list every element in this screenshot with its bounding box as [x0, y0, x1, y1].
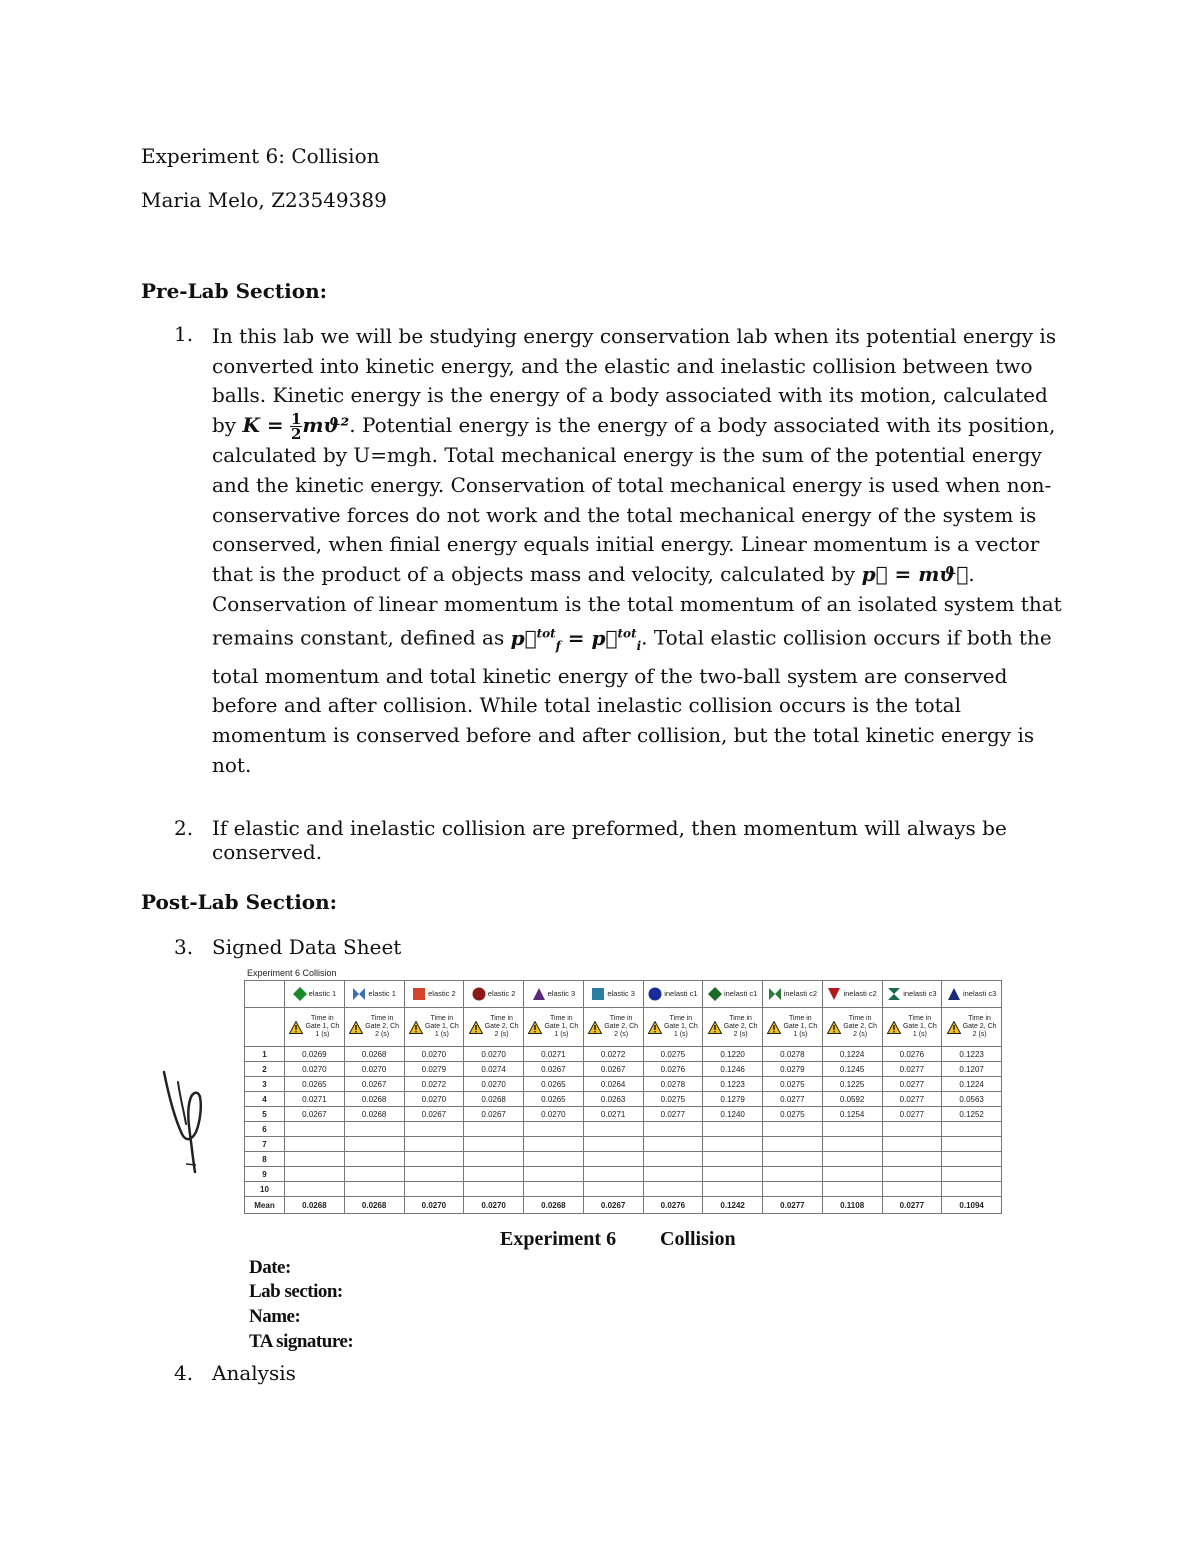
- gate-label: Time in Gate 2, Ch 2 (s): [723, 1015, 758, 1038]
- table-cell: 0.0271: [524, 1047, 584, 1062]
- table-header-row: [245, 981, 1002, 1008]
- table-cell: 0.0267: [404, 1107, 464, 1122]
- mean-cell: 0.0268: [344, 1197, 404, 1214]
- handwritten-signature: [156, 1062, 226, 1177]
- table-cell: [583, 1137, 643, 1152]
- table-cell: 0.0267: [285, 1107, 345, 1122]
- table-cell: 0.0270: [404, 1092, 464, 1107]
- column-label: elastic 2: [428, 989, 456, 998]
- table-cell: [464, 1152, 524, 1167]
- table-cell: 0.0277: [882, 1062, 942, 1077]
- date-label: Date:: [249, 1257, 291, 1278]
- table-cell: 0.0267: [583, 1062, 643, 1077]
- triangle-marker-icon: [532, 987, 546, 1001]
- square-marker-icon: [591, 987, 605, 1001]
- gate-label: Time in Gate 2, Ch 2 (s): [962, 1015, 997, 1038]
- one-half-fraction: $\frac{1}{2}$: [290, 410, 302, 444]
- table-cell: [524, 1167, 584, 1182]
- column-header-cell: [942, 981, 1002, 1008]
- table-cell: [703, 1137, 763, 1152]
- bowtie-marker-icon: [352, 987, 366, 1001]
- table-cell: [344, 1152, 404, 1167]
- table-cell: [404, 1167, 464, 1182]
- list-number: 4.: [174, 1361, 194, 1385]
- triangle-down-marker-icon: [827, 987, 841, 1001]
- list-number: 1.: [174, 322, 194, 346]
- row-number-cell: 4: [245, 1092, 285, 1107]
- table-cell: 0.1223: [942, 1047, 1002, 1062]
- list-item-text: If elastic and inelastic collision are preformed, then momentum will always be conserved.: [212, 816, 1007, 864]
- table-cell: [882, 1167, 942, 1182]
- table-cell: 0.1224: [822, 1047, 882, 1062]
- table-cell: 0.0275: [643, 1047, 703, 1062]
- table-cell: 0.1220: [703, 1047, 763, 1062]
- gate-label: Time in Gate 1, Ch 1 (s): [663, 1015, 698, 1038]
- table-cell: [464, 1167, 524, 1182]
- table-cell: [285, 1167, 345, 1182]
- list-item-text: Signed Data Sheet: [212, 935, 402, 959]
- gate-header-cell: [583, 1008, 643, 1047]
- table-cell: 0.0265: [285, 1077, 345, 1092]
- mean-cell: 0.0277: [882, 1197, 942, 1214]
- gate-header-cell: [882, 1008, 942, 1047]
- table-cell: [583, 1152, 643, 1167]
- table-cell: 0.0276: [643, 1062, 703, 1077]
- table-cell: 0.0268: [344, 1107, 404, 1122]
- table-cell: [464, 1122, 524, 1137]
- table-cell: [344, 1122, 404, 1137]
- column-header-cell: [404, 981, 464, 1008]
- row-number-cell: 10: [245, 1182, 285, 1197]
- warning-icon: [289, 1021, 303, 1034]
- table-cell: [285, 1137, 345, 1152]
- circle-marker-icon: [472, 987, 486, 1001]
- column-header-cell: [703, 981, 763, 1008]
- column-label: inelasti c2: [843, 989, 877, 998]
- table-cell: [703, 1152, 763, 1167]
- data-sheet-title: Experiment 6 Collision: [247, 968, 337, 978]
- gate-header-cell: [464, 1008, 524, 1047]
- row-number-cell: 1: [245, 1047, 285, 1062]
- table-cell: [404, 1137, 464, 1152]
- table-cell: 0.0275: [763, 1107, 823, 1122]
- table-subheader-row: [245, 1008, 1002, 1047]
- list-number: 2.: [174, 816, 194, 840]
- column-header-cell: [524, 981, 584, 1008]
- table-cell: 0.0263: [583, 1092, 643, 1107]
- table-cell: [703, 1182, 763, 1197]
- table-cell: 0.0265: [524, 1077, 584, 1092]
- table-cell: 0.0270: [464, 1077, 524, 1092]
- table-cell: 0.0268: [344, 1047, 404, 1062]
- mean-cell: 0.0267: [583, 1197, 643, 1214]
- gate-header-cell: [404, 1008, 464, 1047]
- sheet-collision-label: Collision: [660, 1228, 736, 1250]
- table-cell: 0.0268: [344, 1092, 404, 1107]
- table-corner-cell: [245, 1008, 285, 1047]
- table-cell: 0.0279: [404, 1062, 464, 1077]
- table-cell: [344, 1182, 404, 1197]
- table-cell: [822, 1122, 882, 1137]
- table-cell: [464, 1137, 524, 1152]
- warning-icon: [708, 1021, 722, 1034]
- column-header-cell: [882, 981, 942, 1008]
- table-row: [245, 1122, 1002, 1137]
- momentum-formula: p⃗ = mϑ⃗: [861, 561, 969, 586]
- gate-header-cell: [344, 1008, 404, 1047]
- table-cell: [763, 1167, 823, 1182]
- warning-icon: [827, 1021, 841, 1034]
- prelab-heading: Pre-Lab Section:: [141, 279, 328, 303]
- table-cell: [763, 1122, 823, 1137]
- table-cell: 0.0270: [344, 1062, 404, 1077]
- list-item-text: In this lab we will be studying energy conservation lab when its potential energy is converted into kinetic energy, and the elastic and inelastic collision between two balls. Kinetic energy is the energy of a body associated with its motion, calculated by K = $\frac{1}{2}$ mϑ². Potential energy is the energy of a body associated with its position, calculated by U=mgh. Total mechanical energy is the sum of the potential energy and the kinetic energy. Conservation of total mechanical energy is used when non-conservative forces do not work and the total mechanical energy of the system is conserved, when finial energy equals initial energy. Linear momentum is a vector that is the product of a objects mass and velocity, calculated by p⃗ = mϑ⃗. Conservation of linear momentum is the total momentum of an isolated system that remains constant, defined as p⃗$^{tot}_f$ = p⃗$^{tot}_i$. Total elastic collision occurs if both the total momentum and total kinetic energy of the two-ball system are conserved before and after collision. While total inelastic collision occurs is the total momentum is conserved before and after collision, but the total kinetic energy is not.: [212, 324, 1062, 777]
- row-number-cell: 5: [245, 1107, 285, 1122]
- table-cell: [882, 1152, 942, 1167]
- column-header-cell: [643, 981, 703, 1008]
- table-cell: 0.0278: [643, 1077, 703, 1092]
- table-cell: [643, 1182, 703, 1197]
- table-cell: 0.0270: [285, 1062, 345, 1077]
- row-number-cell: 6: [245, 1122, 285, 1137]
- table-cell: 0.1207: [942, 1062, 1002, 1077]
- table-cell: [942, 1182, 1002, 1197]
- table-cell: 0.0267: [464, 1107, 524, 1122]
- gate-header-cell: [524, 1008, 584, 1047]
- mean-cell: 0.0270: [404, 1197, 464, 1214]
- gate-header-cell: [942, 1008, 1002, 1047]
- table-cell: [882, 1122, 942, 1137]
- column-header-cell: [344, 981, 404, 1008]
- row-number-cell: 3: [245, 1077, 285, 1092]
- column-label: inelasti c3: [962, 989, 997, 998]
- table-cell: [942, 1122, 1002, 1137]
- lab-section-label: Lab section:: [249, 1281, 343, 1302]
- gate-header-cell: [822, 1008, 882, 1047]
- table-cell: [285, 1122, 345, 1137]
- table-row: [245, 1077, 1002, 1092]
- table-cell: [643, 1137, 703, 1152]
- table-row: [245, 1062, 1002, 1077]
- table-cell: [404, 1122, 464, 1137]
- postlab-heading: Post-Lab Section:: [141, 890, 338, 914]
- gate-header-cell: [643, 1008, 703, 1047]
- warning-icon: [409, 1021, 423, 1034]
- table-cell: [822, 1152, 882, 1167]
- column-label: inelasti c2: [783, 989, 818, 998]
- bowtie-marker-icon: [768, 987, 782, 1001]
- table-cell: 0.0265: [524, 1092, 584, 1107]
- row-number-cell: 9: [245, 1167, 285, 1182]
- gate-header-cell: [763, 1008, 823, 1047]
- column-header-cell: [763, 981, 823, 1008]
- table-cell: 0.1240: [703, 1107, 763, 1122]
- data-sheet: [244, 968, 1004, 1218]
- table-cell: [643, 1152, 703, 1167]
- gate-label: Time in Gate 2, Ch 2 (s): [843, 1015, 878, 1038]
- data-table: [244, 980, 1002, 1214]
- table-row: [245, 1167, 1002, 1182]
- table-cell: [285, 1182, 345, 1197]
- table-cell: 0.0275: [763, 1077, 823, 1092]
- mean-cell: 0.1242: [703, 1197, 763, 1214]
- table-row: [245, 1182, 1002, 1197]
- table-cell: [524, 1182, 584, 1197]
- table-cell: [822, 1167, 882, 1182]
- triangle-marker-icon: [947, 987, 961, 1001]
- table-cell: [285, 1152, 345, 1167]
- list-number: 3.: [174, 935, 194, 959]
- mean-label-cell: Mean: [245, 1197, 285, 1214]
- table-cell: 0.0270: [464, 1047, 524, 1062]
- mean-cell: 0.0276: [643, 1197, 703, 1214]
- table-cell: [404, 1152, 464, 1167]
- mean-cell: 0.1108: [822, 1197, 882, 1214]
- gate-label: Time in Gate 1, Ch 1 (s): [902, 1015, 937, 1038]
- gate-header-cell: [703, 1008, 763, 1047]
- kinetic-formula-rhs: mϑ²: [302, 413, 350, 438]
- table-cell: [763, 1137, 823, 1152]
- table-cell: 0.1224: [942, 1077, 1002, 1092]
- warning-icon: [469, 1021, 483, 1034]
- momentum-conservation-formula: p⃗$^{tot}_f$ = p⃗$^{tot}_i$: [510, 625, 642, 653]
- mean-cell: 0.1094: [942, 1197, 1002, 1214]
- table-cell: [344, 1167, 404, 1182]
- mean-cell: 0.0277: [763, 1197, 823, 1214]
- gate-label: Time in Gate 2, Ch 2 (s): [365, 1015, 400, 1038]
- column-label: elastic 3: [547, 989, 576, 998]
- table-cell: 0.0276: [882, 1047, 942, 1062]
- column-label: inelasti c1: [723, 989, 758, 998]
- ta-signature-label: TA signature:: [249, 1331, 354, 1352]
- table-cell: [882, 1182, 942, 1197]
- table-cell: 0.0271: [285, 1092, 345, 1107]
- column-label: elastic 1: [308, 989, 337, 998]
- table-corner-cell: [245, 981, 285, 1008]
- table-cell: 0.0278: [763, 1047, 823, 1062]
- column-label: elastic 3: [607, 989, 635, 998]
- table-row: [245, 1107, 1002, 1122]
- gate-label: Time in Gate 1, Ch 1 (s): [305, 1015, 340, 1038]
- mean-row: [245, 1197, 1002, 1214]
- warning-icon: [588, 1021, 602, 1034]
- column-header-cell: [285, 981, 345, 1008]
- gate-label: Time in Gate 2, Ch 2 (s): [604, 1015, 639, 1038]
- table-cell: [524, 1122, 584, 1137]
- hourglass-marker-icon: [887, 987, 901, 1001]
- table-cell: [583, 1122, 643, 1137]
- table-cell: [942, 1167, 1002, 1182]
- table-cell: [464, 1182, 524, 1197]
- column-header-cell: [583, 981, 643, 1008]
- table-cell: 0.1245: [822, 1062, 882, 1077]
- table-cell: [822, 1137, 882, 1152]
- table-cell: 0.0277: [763, 1092, 823, 1107]
- table-cell: 0.0279: [763, 1062, 823, 1077]
- table-cell: 0.0277: [643, 1107, 703, 1122]
- table-cell: [763, 1182, 823, 1197]
- table-cell: 0.0267: [524, 1062, 584, 1077]
- table-cell: [344, 1137, 404, 1152]
- warning-icon: [767, 1021, 781, 1034]
- table-cell: [583, 1167, 643, 1182]
- table-cell: 0.0277: [882, 1077, 942, 1092]
- warning-icon: [648, 1021, 662, 1034]
- table-cell: [942, 1137, 1002, 1152]
- table-row: [245, 1092, 1002, 1107]
- warning-icon: [947, 1021, 961, 1034]
- table-cell: [404, 1182, 464, 1197]
- table-cell: 0.1246: [703, 1062, 763, 1077]
- table-cell: [942, 1152, 1002, 1167]
- table-cell: [822, 1182, 882, 1197]
- gate-label: Time in Gate 2, Ch 2 (s): [484, 1015, 519, 1038]
- column-label: elastic 1: [368, 989, 396, 998]
- table-cell: 0.0274: [464, 1062, 524, 1077]
- table-cell: 0.0270: [404, 1047, 464, 1062]
- column-label: inelasti c3: [903, 989, 937, 998]
- square-marker-icon: [412, 987, 426, 1001]
- gate-label: Time in Gate 1, Ch 1 (s): [424, 1015, 459, 1038]
- diamond-marker-icon: [708, 987, 722, 1001]
- table-cell: 0.0563: [942, 1092, 1002, 1107]
- table-cell: [882, 1137, 942, 1152]
- table-row: [245, 1047, 1002, 1062]
- kinetic-formula-lhs: K =: [242, 413, 284, 438]
- table-cell: 0.0267: [344, 1077, 404, 1092]
- sheet-experiment-label: Experiment 6: [500, 1228, 617, 1250]
- diamond-marker-icon: [293, 987, 307, 1001]
- table-cell: [763, 1152, 823, 1167]
- mean-cell: 0.0270: [464, 1197, 524, 1214]
- table-row: [245, 1137, 1002, 1152]
- table-cell: 0.1254: [822, 1107, 882, 1122]
- gate-label: Time in Gate 1, Ch 1 (s): [783, 1015, 818, 1038]
- table-cell: [524, 1152, 584, 1167]
- table-cell: 0.0272: [583, 1047, 643, 1062]
- row-number-cell: 8: [245, 1152, 285, 1167]
- table-cell: 0.1279: [703, 1092, 763, 1107]
- table-cell: 0.0277: [882, 1107, 942, 1122]
- table-cell: [703, 1122, 763, 1137]
- table-cell: 0.0264: [583, 1077, 643, 1092]
- row-number-cell: 7: [245, 1137, 285, 1152]
- column-header-cell: [464, 981, 524, 1008]
- table-cell: 0.0270: [524, 1107, 584, 1122]
- table-cell: [583, 1182, 643, 1197]
- table-cell: 0.1252: [942, 1107, 1002, 1122]
- table-cell: [524, 1137, 584, 1152]
- table-cell: [643, 1122, 703, 1137]
- name-label: Name:: [249, 1306, 301, 1327]
- author-line: Maria Melo, Z23549389: [141, 188, 387, 212]
- gate-header-cell: [285, 1008, 345, 1047]
- table-cell: 0.0269: [285, 1047, 345, 1062]
- table-cell: 0.0592: [822, 1092, 882, 1107]
- table-cell: 0.0272: [404, 1077, 464, 1092]
- table-cell: 0.1225: [822, 1077, 882, 1092]
- table-cell: 0.0275: [643, 1092, 703, 1107]
- circle-marker-icon: [648, 987, 662, 1001]
- table-cell: 0.0277: [882, 1092, 942, 1107]
- warning-icon: [349, 1021, 363, 1034]
- list-item-text: Analysis: [212, 1361, 296, 1385]
- table-row: [245, 1152, 1002, 1167]
- warning-icon: [528, 1021, 542, 1034]
- column-label: inelasti c1: [664, 989, 698, 998]
- table-cell: [643, 1167, 703, 1182]
- warning-icon: [887, 1021, 901, 1034]
- document-title: Experiment 6: Collision: [141, 144, 380, 168]
- table-cell: [703, 1167, 763, 1182]
- table-cell: 0.0268: [464, 1092, 524, 1107]
- mean-cell: 0.0268: [524, 1197, 584, 1214]
- gate-label: Time in Gate 1, Ch 1 (s): [544, 1015, 579, 1038]
- column-header-cell: [822, 981, 882, 1008]
- column-label: elastic 2: [487, 989, 516, 998]
- table-cell: 0.1223: [703, 1077, 763, 1092]
- table-cell: 0.0271: [583, 1107, 643, 1122]
- mean-cell: 0.0268: [285, 1197, 345, 1214]
- row-number-cell: 2: [245, 1062, 285, 1077]
